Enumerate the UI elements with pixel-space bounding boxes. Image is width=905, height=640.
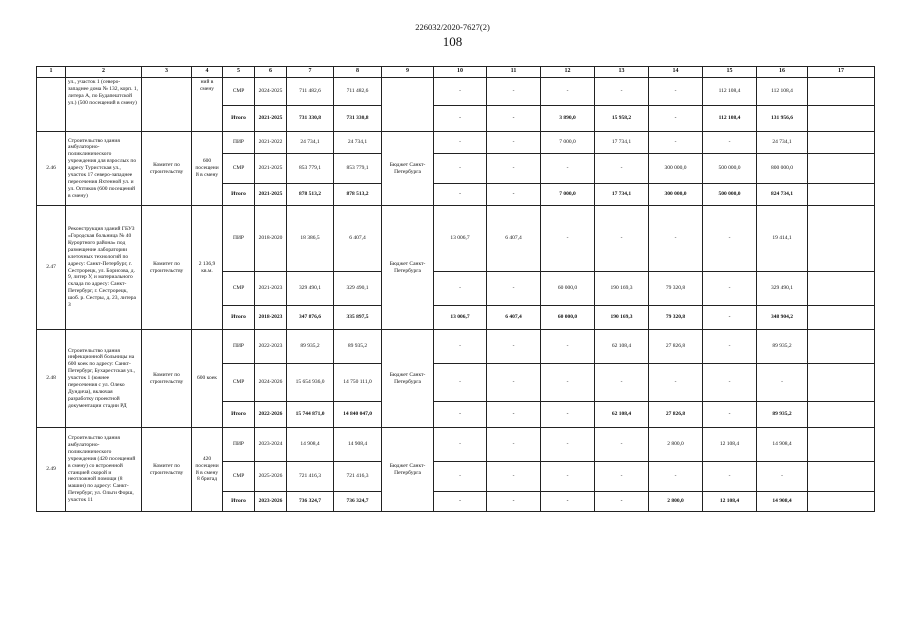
- amount-cell: 800 000,0: [757, 154, 808, 184]
- amount-cell: -: [757, 364, 808, 402]
- amount-cell: -: [649, 364, 703, 402]
- amount-cell: 853 779,1: [287, 154, 334, 184]
- row-number-cell: [37, 78, 66, 132]
- amount-cell: 89 935,2: [757, 402, 808, 428]
- amount-cell: 89 935,2: [287, 330, 334, 364]
- amount-cell: 878 513,2: [334, 184, 382, 206]
- amount-cell: -: [541, 402, 595, 428]
- amount-cell: -: [487, 428, 541, 462]
- empty-cell: [808, 132, 875, 154]
- column-number: 12: [541, 67, 595, 78]
- work-type-cell: Итого: [223, 184, 255, 206]
- amount-cell: 18 386,5: [287, 206, 334, 272]
- customer-cell: Комитет по строительству: [142, 206, 192, 330]
- amount-cell: 62 108,4: [595, 330, 649, 364]
- table-row: [37, 206, 875, 272]
- work-type-cell: СМР: [223, 78, 255, 106]
- column-number-row: [37, 67, 875, 78]
- work-type-cell: ПИР: [223, 330, 255, 364]
- amount-cell: -: [487, 132, 541, 154]
- amount-cell: -: [434, 272, 487, 306]
- capacity-cell: 600 посещений в смену: [192, 132, 223, 206]
- amount-cell: 731 330,8: [287, 106, 334, 132]
- work-type-cell: ПИР: [223, 206, 255, 272]
- amount-cell: 15 744 871,0: [287, 402, 334, 428]
- amount-cell: -: [434, 154, 487, 184]
- amount-cell: 7 000,0: [541, 184, 595, 206]
- column-number: 10: [434, 67, 487, 78]
- amount-cell: 17 734,1: [595, 184, 649, 206]
- empty-cell: [808, 428, 875, 462]
- amount-cell: -: [541, 462, 595, 492]
- column-number: 17: [808, 67, 875, 78]
- amount-cell: -: [434, 428, 487, 462]
- years-cell: 2022-2026: [255, 402, 287, 428]
- funding-source-cell: Бюджет Санкт-Петербурга: [382, 132, 434, 206]
- column-number: 8: [334, 67, 382, 78]
- amount-cell: 14 908,4: [334, 428, 382, 462]
- amount-cell: -: [703, 462, 757, 492]
- amount-cell: -: [703, 330, 757, 364]
- amount-cell: 348 904,2: [757, 306, 808, 330]
- work-type-cell: Итого: [223, 106, 255, 132]
- empty-cell: [808, 272, 875, 306]
- funding-source-cell: Бюджет Санкт-Петербурга: [382, 330, 434, 428]
- amount-cell: 711 482,6: [334, 78, 382, 106]
- years-cell: 2023-2024: [255, 428, 287, 462]
- amount-cell: -: [487, 154, 541, 184]
- amount-cell: 500 000,0: [703, 184, 757, 206]
- amount-cell: 6 407,4: [487, 206, 541, 272]
- amount-cell: 24 734,1: [334, 132, 382, 154]
- years-cell: 2021-2025: [255, 106, 287, 132]
- amount-cell: -: [434, 402, 487, 428]
- column-number: 14: [649, 67, 703, 78]
- amount-cell: 500 000,0: [703, 154, 757, 184]
- amount-cell: 853 779,1: [334, 154, 382, 184]
- investment-program-table: [36, 66, 875, 512]
- funding-source-cell: Бюджет Санкт-Петербурга: [382, 206, 434, 330]
- column-number: 5: [223, 67, 255, 78]
- row-number-cell: 2.47: [37, 206, 66, 330]
- amount-cell: -: [487, 462, 541, 492]
- amount-cell: -: [487, 272, 541, 306]
- amount-cell: -: [703, 132, 757, 154]
- amount-cell: -: [487, 492, 541, 512]
- amount-cell: 15 654 936,0: [287, 364, 334, 402]
- years-cell: 2023-2026: [255, 492, 287, 512]
- amount-cell: -: [434, 106, 487, 132]
- object-name-cell: Строительство здания амбулаторно-поликлинического учреждения (420 посещений в смену) со встроенной станцией скорой и неотложной помощи (8 машин) по адресу: Санкт-Петербург, ул. Ольги Форш, участок 11: [66, 428, 142, 512]
- amount-cell: -: [649, 78, 703, 106]
- empty-cell: [808, 106, 875, 132]
- amount-cell: -: [541, 330, 595, 364]
- amount-cell: 711 482,6: [287, 78, 334, 106]
- empty-cell: [808, 206, 875, 272]
- years-cell: 2021-2025: [255, 184, 287, 206]
- column-number: 4: [192, 67, 223, 78]
- amount-cell: 60 000,0: [541, 272, 595, 306]
- empty-cell: [808, 492, 875, 512]
- work-type-cell: СМР: [223, 272, 255, 306]
- customer-cell: Комитет по строительству: [142, 428, 192, 512]
- column-number: 9: [382, 67, 434, 78]
- amount-cell: 12 108,4: [703, 492, 757, 512]
- amount-cell: 736 324,7: [334, 492, 382, 512]
- document-number: 226032/2020-7627(2): [415, 22, 490, 32]
- amount-cell: -: [703, 402, 757, 428]
- amount-cell: 13 006,7: [434, 206, 487, 272]
- work-type-cell: Итого: [223, 402, 255, 428]
- amount-cell: 131 956,6: [757, 106, 808, 132]
- amount-cell: 721 416,3: [287, 462, 334, 492]
- amount-cell: 347 876,6: [287, 306, 334, 330]
- customer-cell: Комитет по строительству: [142, 132, 192, 206]
- amount-cell: -: [541, 78, 595, 106]
- capacity-cell: 600 коек: [192, 330, 223, 428]
- amount-cell: -: [703, 206, 757, 272]
- amount-cell: 335 897,5: [334, 306, 382, 330]
- amount-cell: 7 000,0: [541, 132, 595, 154]
- amount-cell: -: [703, 306, 757, 330]
- customer-cell: Комитет по строительству: [142, 330, 192, 428]
- column-number: 3: [142, 67, 192, 78]
- amount-cell: -: [595, 492, 649, 512]
- work-type-cell: Итого: [223, 492, 255, 512]
- work-type-cell: СМР: [223, 364, 255, 402]
- empty-cell: [808, 78, 875, 106]
- table-row: [37, 78, 875, 106]
- amount-cell: -: [434, 330, 487, 364]
- column-number: 2: [66, 67, 142, 78]
- years-cell: 2018-2023: [255, 306, 287, 330]
- amount-cell: -: [595, 154, 649, 184]
- object-name-cell: Строительство здания инфекционной больницы на 600 коек по адресу: Санкт-Петербург, Бухарестская ул., участок 1 (южнее пересечения с ул. Олеко Дундича), включая разработку проектной документации стадии РД: [66, 330, 142, 428]
- amount-cell: 14 908,4: [287, 428, 334, 462]
- empty-cell: [808, 364, 875, 402]
- amount-cell: -: [541, 206, 595, 272]
- amount-cell: 27 826,8: [649, 402, 703, 428]
- amount-cell: 721 416,3: [334, 462, 382, 492]
- amount-cell: 731 330,8: [334, 106, 382, 132]
- amount-cell: 27 826,8: [649, 330, 703, 364]
- years-cell: 2021-2022: [255, 132, 287, 154]
- amount-cell: 24 734,1: [287, 132, 334, 154]
- amount-cell: 329 490,1: [334, 272, 382, 306]
- years-cell: 2024-2025: [255, 78, 287, 106]
- empty-cell: [808, 154, 875, 184]
- column-number: 13: [595, 67, 649, 78]
- amount-cell: 79 320,8: [649, 272, 703, 306]
- empty-cell: [808, 306, 875, 330]
- amount-cell: 60 000,0: [541, 306, 595, 330]
- object-name-cell: Строительство здания амбулаторно-поликлинического учреждения для взрослых по адресу Туристская ул., участок 17 северо-западнее пересечения Яхтенной ул. и ул. Оптиков (600 посещений в смену): [66, 132, 142, 206]
- column-number: 15: [703, 67, 757, 78]
- amount-cell: 824 734,1: [757, 184, 808, 206]
- amount-cell: -: [649, 106, 703, 132]
- years-cell: 2022-2023: [255, 330, 287, 364]
- amount-cell: 112 108,4: [757, 78, 808, 106]
- amount-cell: 736 324,7: [287, 492, 334, 512]
- amount-cell: -: [434, 492, 487, 512]
- column-number: 16: [757, 67, 808, 78]
- amount-cell: -: [541, 154, 595, 184]
- page-number: 108: [442, 34, 463, 49]
- years-cell: 2025-2026: [255, 462, 287, 492]
- amount-cell: -: [649, 206, 703, 272]
- amount-cell: 878 513,2: [287, 184, 334, 206]
- amount-cell: -: [434, 364, 487, 402]
- work-type-cell: СМР: [223, 154, 255, 184]
- amount-cell: 14 908,4: [757, 492, 808, 512]
- funding-source-cell: [382, 78, 434, 132]
- empty-cell: [808, 184, 875, 206]
- work-type-cell: СМР: [223, 462, 255, 492]
- amount-cell: 329 490,1: [757, 272, 808, 306]
- amount-cell: 190 169,3: [595, 306, 649, 330]
- amount-cell: -: [487, 330, 541, 364]
- amount-cell: 2 800,0: [649, 428, 703, 462]
- amount-cell: 79 320,8: [649, 306, 703, 330]
- amount-cell: -: [487, 402, 541, 428]
- customer-cell: [142, 78, 192, 132]
- column-number: 11: [487, 67, 541, 78]
- amount-cell: 15 958,2: [595, 106, 649, 132]
- amount-cell: -: [487, 184, 541, 206]
- amount-cell: 300 000,0: [649, 184, 703, 206]
- capacity-cell: 420 посещений в смену 8 бригад: [192, 428, 223, 512]
- years-cell: 2024-2026: [255, 364, 287, 402]
- amount-cell: 62 108,4: [595, 402, 649, 428]
- amount-cell: 6 407,4: [334, 206, 382, 272]
- amount-cell: 13 006,7: [434, 306, 487, 330]
- amount-cell: 6 407,4: [487, 306, 541, 330]
- table-row: [37, 330, 875, 364]
- amount-cell: 14 750 111,0: [334, 364, 382, 402]
- amount-cell: -: [541, 492, 595, 512]
- amount-cell: 17 734,1: [595, 132, 649, 154]
- amount-cell: -: [703, 364, 757, 402]
- amount-cell: -: [757, 462, 808, 492]
- amount-cell: -: [649, 132, 703, 154]
- amount-cell: 14 908,4: [757, 428, 808, 462]
- amount-cell: 19 414,1: [757, 206, 808, 272]
- amount-cell: 14 840 047,0: [334, 402, 382, 428]
- amount-cell: 2 800,0: [649, 492, 703, 512]
- work-type-cell: Итого: [223, 306, 255, 330]
- amount-cell: -: [487, 364, 541, 402]
- row-number-cell: 2.46: [37, 132, 66, 206]
- amount-cell: 12 108,4: [703, 428, 757, 462]
- empty-cell: [808, 402, 875, 428]
- object-name-cell: ул., участок 1 (северо-западнее дома № 132, корп. 1, литера А, по Будапештской ул.) (500 посещений в смену): [66, 78, 142, 132]
- amount-cell: -: [434, 78, 487, 106]
- amount-cell: 190 169,3: [595, 272, 649, 306]
- empty-cell: [808, 462, 875, 492]
- amount-cell: 112 108,4: [703, 106, 757, 132]
- amount-cell: -: [434, 462, 487, 492]
- amount-cell: -: [703, 272, 757, 306]
- table-body: [37, 67, 875, 512]
- amount-cell: -: [541, 428, 595, 462]
- amount-cell: -: [595, 364, 649, 402]
- capacity-cell: ний в смену: [192, 78, 223, 132]
- funding-source-cell: Бюджет Санкт-Петербурга: [382, 428, 434, 512]
- amount-cell: 112 108,4: [703, 78, 757, 106]
- row-number-cell: 2.48: [37, 330, 66, 428]
- empty-cell: [808, 330, 875, 364]
- amount-cell: -: [487, 106, 541, 132]
- amount-cell: 89 935,2: [334, 330, 382, 364]
- column-number: 1: [37, 67, 66, 78]
- amount-cell: -: [541, 364, 595, 402]
- work-type-cell: ПИР: [223, 132, 255, 154]
- table-row: [37, 132, 875, 154]
- amount-cell: -: [595, 462, 649, 492]
- amount-cell: 3 890,0: [541, 106, 595, 132]
- amount-cell: -: [595, 428, 649, 462]
- amount-cell: 24 734,1: [757, 132, 808, 154]
- years-cell: 2021-2023: [255, 272, 287, 306]
- work-type-cell: ПИР: [223, 428, 255, 462]
- amount-cell: -: [434, 132, 487, 154]
- column-number: 7: [287, 67, 334, 78]
- amount-cell: 329 490,1: [287, 272, 334, 306]
- amount-cell: -: [649, 462, 703, 492]
- amount-cell: -: [595, 206, 649, 272]
- years-cell: 2018-2020: [255, 206, 287, 272]
- years-cell: 2021-2025: [255, 154, 287, 184]
- amount-cell: -: [487, 78, 541, 106]
- row-number-cell: 2.49: [37, 428, 66, 512]
- object-name-cell: Реконструкция зданий ГБУЗ «Городская больница № 40 Курортного района» под размещение лаборатории клеточных технологий по адресу: Санкт-Петербург, г. Сестрорецк, ул. Борисова, д. 9, литер У, и материального склада по адресу: Санкт-Петербург, г. Сестрорецк, шоб. р. Сестры, д. 23, литера З: [66, 206, 142, 330]
- amount-cell: 89 935,2: [757, 330, 808, 364]
- amount-cell: -: [434, 184, 487, 206]
- amount-cell: -: [595, 78, 649, 106]
- column-number: 6: [255, 67, 287, 78]
- amount-cell: 300 000,0: [649, 154, 703, 184]
- table-row: [37, 428, 875, 462]
- capacity-cell: 2 136,9 кв.м.: [192, 206, 223, 330]
